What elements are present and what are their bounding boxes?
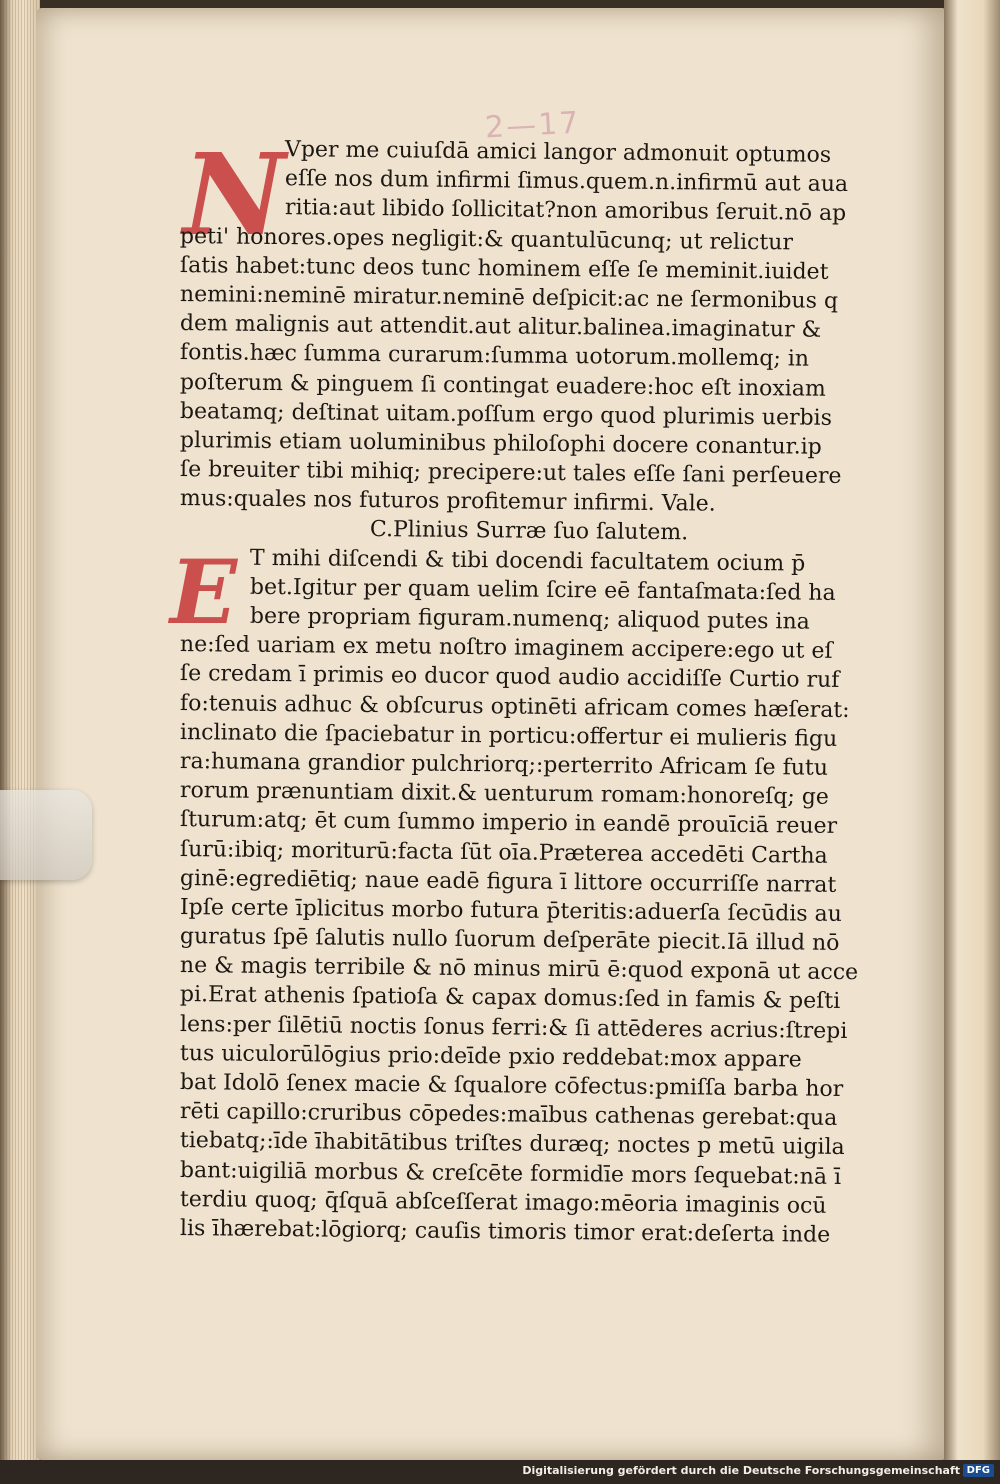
text-line: nemini:neminē miratur.neminē deſpicit:ac ne ſermonibus q	[179, 281, 839, 314]
text-line: Vper me cuiuſdā amici langor admonuit optumos	[284, 137, 832, 168]
text-line: ne & magis terribile & nō minus mirū ē:quod exponā ut acce	[179, 953, 859, 986]
text-line: mus:quales nos futuros profitemur infirmi. Vale.	[179, 486, 716, 517]
text-line: bat Idolō ſenex macie & ſqualore cōfectus:pmiſſa barba hor	[179, 1070, 844, 1102]
text-line: ſatis habet:tunc deos tunc hominem eſſe ſe meminit.iuidet	[179, 252, 829, 285]
text-line: plurimis etiam uoluminibus philoſophi docere conantur.ip	[179, 427, 822, 460]
text-line: lens:per ſilētiū noctis ſonus ferri:& ſi attēderes acrius:ſtrepi	[179, 1011, 848, 1044]
text-line: beatamq; deſtinat uitam.poſſum ergo quod plurimis uerbis	[179, 398, 833, 431]
text-line: pi.Erat athenis ſpatioſa & capax domus:ſed in famis & peſti	[179, 982, 841, 1015]
text-line: T mihi diſcendi & tibi docendi facultatem ocium p̄	[249, 545, 806, 577]
text-line: tiebatq;:īde īhabitātibus triſtes duræq; noctes p metū uigila	[179, 1128, 845, 1161]
letter-heading: C.Plinius Surræ ſuo ſalutem.	[369, 517, 689, 546]
letter-one	[179, 130, 895, 517]
text-line: terdiu quoq; q̄ſquā abſceſſerat imago:mēoria imaginis ocū	[179, 1186, 827, 1219]
text-line: rēti capillo:cruribus cōpedes:maībus cathenas gerebat:qua	[179, 1099, 838, 1132]
text-line: lis īhærebat:lōgiorq; cauſis timoris timor erat:deſerta inde	[179, 1215, 831, 1248]
text-line: ſturum:atq; ēt cum ſummo imperio in eandē prouīciā reuer	[179, 807, 838, 840]
text-line: tus uiculorūlōgius prio:deīde pxio reddebat:mox appare	[179, 1040, 802, 1073]
text-line: eſſe nos dum infirmi ſimus.quem.n.infirmū aut aua	[284, 166, 849, 198]
text-line: Ipſe certe īplicitus morbo futura p̄teritis:aduerſa ſecūdis au	[179, 894, 843, 927]
text-line: peti' honores.opes negligit:& quantulūcunq; ut relictur	[179, 223, 794, 255]
text-line: fontis.hæc ſumma curarum:ſumma uotorum.mollemq; in	[179, 340, 810, 372]
text-line: dem malignis aut attendit.aut alitur.balinea.imaginatur &	[179, 311, 822, 343]
dfg-logo: DFG	[963, 1464, 994, 1477]
text-line: ne:ſed uariam ex metu noſtro imaginem accipere:ego ut eſ	[179, 632, 833, 665]
text-line: ra:humana grandior pulchriorq;:perterrito Africam ſe futu	[179, 748, 829, 781]
illuminated-initial-e: E	[170, 540, 238, 644]
text-line: ſurū:ibiq; moriturū:facta ſūt oīa.Præterea accedēti Cartha	[179, 836, 828, 869]
text-line: ſe breuiter tibi mihiq; precipere:ut tales eſſe ſani perſeuere	[179, 457, 842, 489]
book-edge-right	[944, 0, 1000, 1484]
text-line: bet.Igitur per quam uelim ſcire eē fantaſmata:ſed ha	[249, 574, 836, 606]
text-line: guratus ſpē ſalutis nullo ſuorum deſperāte piecit.Iā illud nō	[179, 924, 840, 956]
footer-credit: Digitalisierung gefördert durch die Deutsche Forschungsgemeinschaft	[522, 1464, 960, 1477]
text-line: inclinato die ſpaciebatur in porticu:offertur ei mulieris figu	[179, 719, 838, 752]
text-line: bant:uigiliā morbus & creſcēte formidīe mors ſequebat:nā ī	[179, 1157, 842, 1190]
text-line: ſe credam ī primis eo ducor quod audio accidiſſe Curtio ruf	[179, 661, 840, 694]
text-line: poſterum & pinguem ſi contingat euadere:hoc eſt inoxiam	[179, 369, 826, 402]
text-line: ginē:egrediētiq; naue eadē figura ī littore occurriſſe narrat	[179, 865, 837, 898]
bookmark-clip	[0, 790, 92, 880]
text-line: fo:tenuis adhuc & obſcurus optinēti africam comes hæſerat:	[179, 690, 850, 723]
text-block	[179, 130, 895, 1248]
text-line: bere propriam figuram.numenq; aliquod putes ina	[249, 603, 810, 635]
illuminated-initial-n: N	[183, 130, 286, 261]
text-line: ritia:aut libido ſollicitat?non amoribus ſeruit.nō ap	[284, 195, 847, 227]
pencil-marking: 2—17	[484, 105, 582, 146]
letter-two	[179, 543, 895, 1248]
book-edge-left	[0, 0, 40, 1484]
text-line: rorum prænuntiam dixit.& uenturum romam:honoreſq; ge	[179, 778, 830, 810]
